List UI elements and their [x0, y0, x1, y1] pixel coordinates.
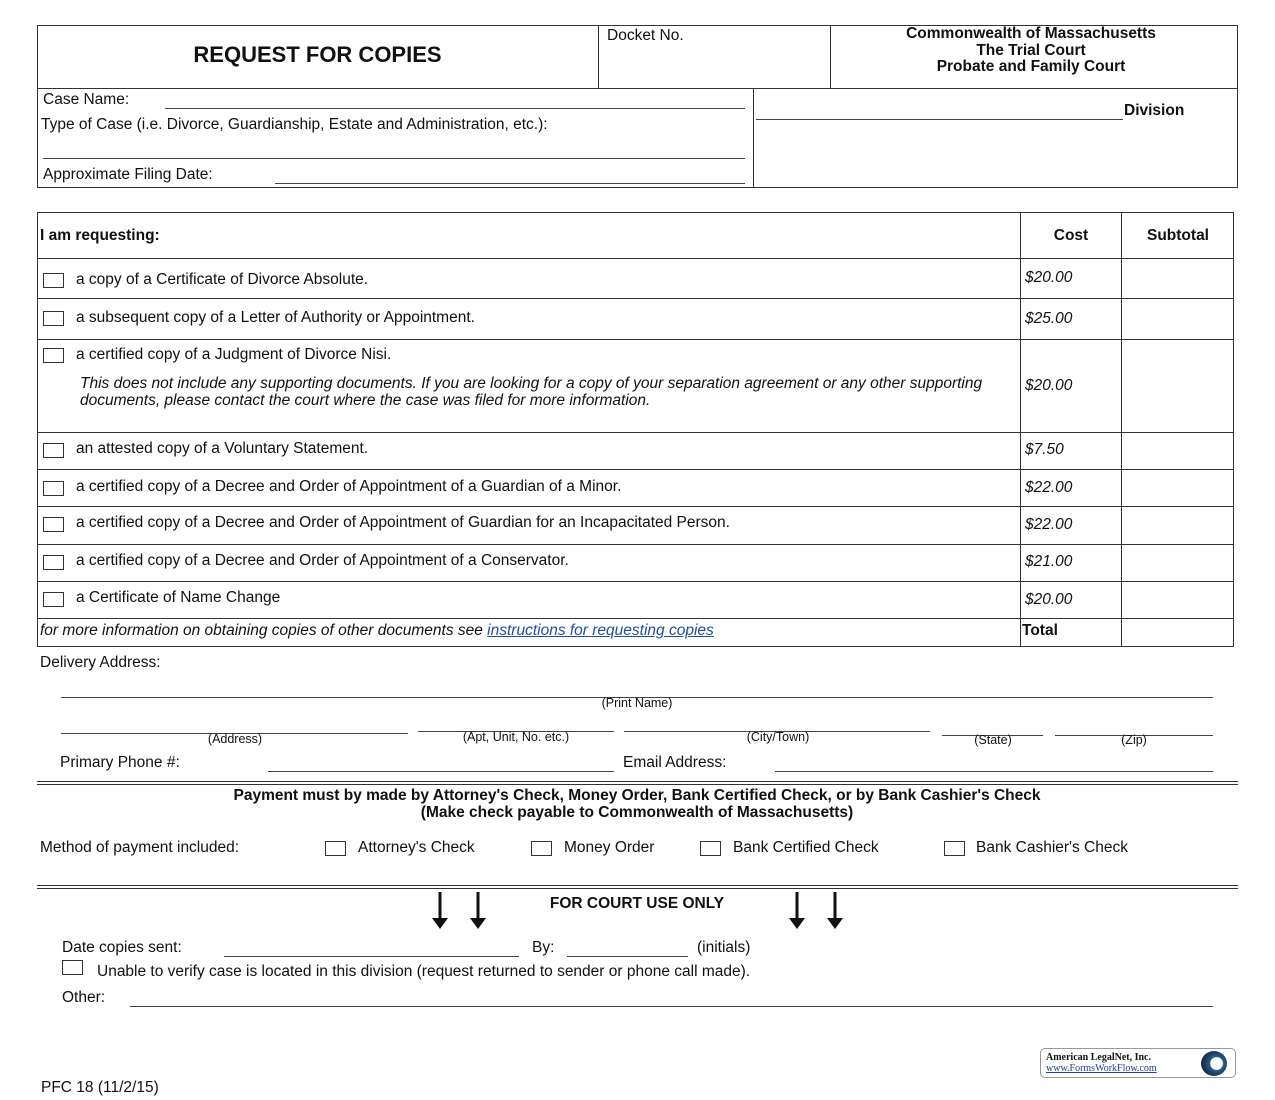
legalnet-logo [1040, 1048, 1236, 1078]
footer-text: for more information on obtaining copies of other documents see [40, 622, 488, 639]
row-checkbox[interactable] [43, 481, 64, 496]
initials-caption: (initials) [697, 939, 751, 956]
date-sent-label: Date copies sent: [62, 939, 182, 956]
col-header-request: I am requesting: [40, 227, 160, 244]
row-cost: $7.50 [1025, 441, 1064, 458]
row-note: This does not include any supporting documents. If you are looking for a copy of your separation agreement or any other supporting documents, please contact the court where the case was filed for more information. [80, 375, 983, 409]
row-checkbox[interactable] [43, 348, 64, 363]
row-checkbox[interactable] [43, 592, 64, 607]
division-label: Division [1124, 102, 1185, 119]
payment-payee: (Make check payable to Commonwealth of Massachusetts) [420, 804, 854, 821]
row-checkbox[interactable] [43, 311, 64, 326]
court-use-title: FOR COURT USE ONLY [549, 895, 725, 912]
attorney-check-label: Attorney's Check [358, 839, 475, 856]
bank-cashiers-checkbox[interactable] [944, 841, 965, 856]
row-label: a Certificate of Name Change [76, 589, 281, 606]
instructions-link[interactable]: instructions for requesting copies [487, 622, 714, 639]
attorney-check-checkbox[interactable] [325, 841, 346, 856]
down-arrow-icon [430, 892, 450, 930]
print-name-caption: (Print Name) [601, 696, 673, 710]
case-name-field[interactable] [165, 108, 745, 109]
row-cost: $22.00 [1025, 479, 1073, 496]
row-cost: $21.00 [1025, 553, 1073, 570]
city-caption: (City/Town) [746, 730, 810, 744]
down-arrow-icon [787, 892, 807, 930]
email-field[interactable] [775, 771, 1213, 772]
by-label: By: [532, 939, 555, 956]
initials-field[interactable] [567, 956, 688, 957]
apt-caption: (Apt, Unit, No. etc.) [462, 730, 570, 744]
logo-line-2[interactable]: www.FormsWorkFlow.com [1046, 1063, 1157, 1074]
date-sent-field[interactable] [224, 956, 519, 957]
case-name-label: Case Name: [43, 91, 130, 108]
email-label: Email Address: [623, 754, 727, 771]
case-type-label: Type of Case (i.e. Divorce, Guardianship, Estate and Administration, etc.): [41, 116, 548, 133]
phone-label: Primary Phone #: [60, 754, 180, 771]
row-label: a certified copy of a Decree and Order of Appointment of a Guardian of a Minor. [76, 478, 622, 495]
address-caption: (Address) [207, 732, 263, 746]
court-line-2: The Trial Court [976, 42, 1086, 59]
docket-label: Docket No. [607, 27, 684, 44]
filing-date-label: Approximate Filing Date: [43, 166, 213, 183]
case-type-field[interactable] [43, 158, 745, 159]
zip-caption: (Zip) [1121, 733, 1147, 747]
divider [37, 781, 1238, 782]
globe-icon [1201, 1051, 1227, 1076]
total-label: Total [1022, 622, 1058, 639]
row-label: a copy of a Certificate of Divorce Absolute. [76, 271, 369, 288]
payment-notice: Payment must by made by Attorney's Check, Money Order, Bank Certified Check, or by Bank Cashier's Check [233, 787, 1041, 804]
row-label: a certified copy of a Decree and Order of Appointment of a Conservator. [76, 552, 569, 569]
state-caption: (State) [974, 733, 1012, 747]
other-label: Other: [62, 989, 106, 1006]
form-id: PFC 18 (11/2/15) [41, 1079, 159, 1096]
division-field[interactable] [756, 119, 1123, 120]
row-cost: $20.00 [1025, 377, 1073, 394]
down-arrow-icon [825, 892, 845, 930]
money-order-checkbox[interactable] [531, 841, 552, 856]
row-cost: $20.00 [1025, 269, 1073, 286]
row-label: a certified copy of a Decree and Order of Appointment of Guardian for an Incapacitated Person. [76, 514, 730, 531]
phone-field[interactable] [268, 771, 614, 772]
row-cost: $25.00 [1025, 310, 1073, 327]
unable-verify-checkbox[interactable] [62, 960, 83, 975]
row-checkbox[interactable] [43, 555, 64, 570]
payment-method-label: Method of payment included: [40, 839, 240, 856]
table-footer-note [40, 622, 714, 640]
bank-cashiers-label: Bank Cashier's Check [976, 839, 1128, 856]
filing-date-field[interactable] [275, 183, 745, 184]
row-checkbox[interactable] [43, 517, 64, 532]
court-line-3: Probate and Family Court [936, 58, 1126, 75]
logo-line-1: American LegalNet, Inc. [1046, 1052, 1151, 1063]
unable-verify-label: Unable to verify case is located in this division (request returned to sender or phone call made). [97, 963, 751, 980]
form-title: REQUEST FOR COPIES [193, 42, 442, 67]
row-checkbox[interactable] [43, 443, 64, 458]
court-line-1: Commonwealth of Massachusetts [906, 25, 1156, 42]
delivery-label: Delivery Address: [40, 654, 161, 671]
down-arrow-icon [468, 892, 488, 930]
row-label: an attested copy of a Voluntary Statement. [76, 440, 369, 457]
row-label: a subsequent copy of a Letter of Authority or Appointment. [76, 309, 475, 326]
row-cost: $22.00 [1025, 516, 1073, 533]
col-header-cost: Cost [1053, 227, 1089, 244]
money-order-label: Money Order [564, 839, 655, 856]
row-cost: $20.00 [1025, 591, 1073, 608]
col-header-subtotal: Subtotal [1147, 227, 1209, 244]
bank-certified-checkbox[interactable] [700, 841, 721, 856]
bank-certified-label: Bank Certified Check [733, 839, 879, 856]
other-field[interactable] [130, 1006, 1213, 1007]
row-label: a certified copy of a Judgment of Divorce Nisi. [76, 346, 392, 363]
row-checkbox[interactable] [43, 273, 64, 288]
